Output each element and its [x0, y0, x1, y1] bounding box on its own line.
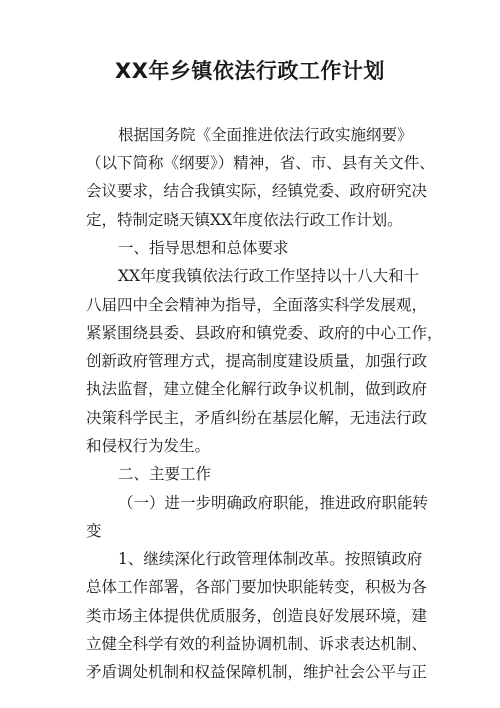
body-line-16: 1、继续深化行政管理体制改革。按照镇政府: [118, 550, 423, 568]
body-line-17: 总体工作部署，各部门要加快职能转变，积极为各: [86, 578, 428, 596]
body-line-20: 矛盾调处机制和权益保障机制，维护社会公平与正: [86, 663, 428, 681]
body-line-11: 决策科学民主，矛盾纠纷在基层化解，无违法行政: [86, 409, 428, 427]
body-line-4: 定，特制定晓天镇XX年度依法行政工作计划。: [86, 211, 403, 229]
section-heading-1: 一、指导思想和总体要求: [118, 239, 289, 257]
body-line-3: 会议要求，结合我镇实际，经镇党委、政府研究决: [86, 182, 428, 200]
section-heading-2: 二、主要工作: [118, 465, 212, 483]
body-line-19: 立健全科学有效的利益协调机制、诉求表达机制、: [86, 635, 428, 653]
body-line-6: XX年度我镇依法行政工作坚持以十八大和十: [118, 267, 420, 285]
body-line-8: 紧紧围绕县委、县政府和镇党委、政府的中心工作，: [86, 324, 443, 342]
body-line-12: 和侵权行为发生。: [86, 437, 211, 455]
body-line-7: 八届四中全会精神为指导，全面落实科学发展观，: [86, 296, 428, 314]
document-title: XX年乡镇依法行政工作计划: [115, 59, 385, 83]
subsection-heading-1: （一）进一步明确政府职能，推进政府职能转: [118, 494, 429, 512]
body-line-1: 根据国务院《全面推进依法行政实施纲要》: [118, 126, 413, 144]
body-line-18: 类市场主体提供优质服务，创造良好发展环境，建: [86, 607, 428, 625]
body-line-9: 创新政府管理方式，提高制度建设质量，加强行政: [86, 352, 428, 370]
subsection-heading-1-cont: 变: [86, 522, 102, 540]
body-line-10: 执法监督，建立健全化解行政争议机制，做到政府: [86, 380, 428, 398]
body-line-2: （以下简称《纲要》）精神，省、市、县有关文件、: [86, 154, 435, 172]
